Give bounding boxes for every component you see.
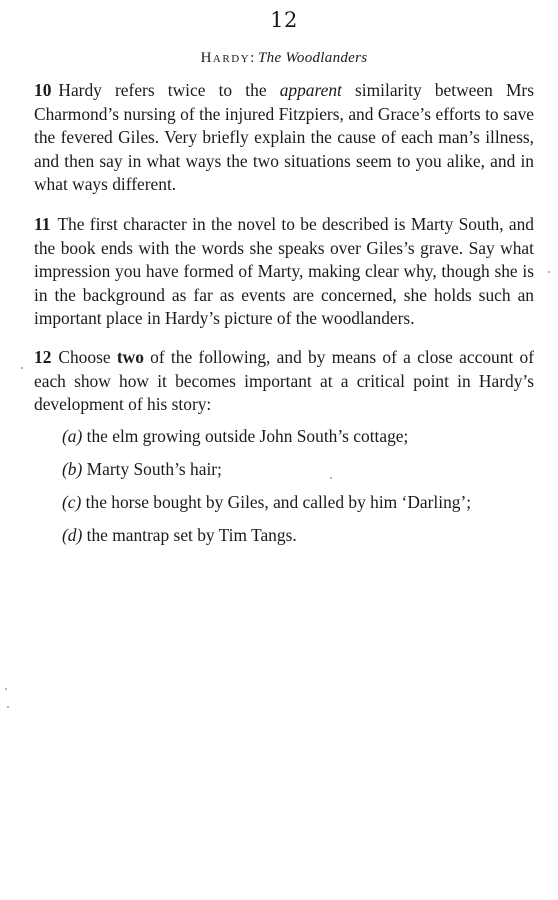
question-10-text-after: similarity between Mrs Charmond’s nursing of the injured Fitzpiers, and Grace’s efforts to save the fevered Giles. Very briefly explain the cause of each man’s illness, and then say in what ways the two situations seem to you alike, and in what ways different.	[34, 80, 534, 195]
question-12-number: 12	[34, 346, 52, 367]
print-speck	[7, 706, 9, 708]
running-head-separator: :	[250, 50, 259, 66]
running-head-author: Hardy	[200, 50, 251, 66]
option-b-text: Marty South’s hair;	[86, 458, 222, 479]
question-10	[34, 79, 534, 197]
option-c	[34, 491, 534, 515]
option-c-label: (c)	[62, 491, 82, 512]
option-d	[34, 524, 534, 548]
question-11-text: The first character in the novel to be described is Marty South, and the book ends with the words she speaks over Giles’s grave. Say what impression you have formed of Marty, making clear why, though she is in the background as far as events are concerned, she holds such an important place in Hardy’s picture of the woodlanders.	[34, 213, 534, 329]
option-d-text: the mantrap set by Tim Tangs.	[86, 525, 297, 545]
question-11-number: 11	[34, 213, 51, 234]
option-a	[34, 425, 534, 449]
option-b	[34, 458, 534, 482]
print-speck	[330, 477, 332, 479]
option-a-text: the elm growing outside John South’s cottage;	[86, 425, 409, 446]
option-c-text: the horse bought by Giles, and called by him ‘Darling’;	[85, 491, 472, 512]
running-head-title: The Woodlanders	[258, 50, 368, 66]
question-10-text-before: Hardy refers twice to the	[58, 80, 280, 100]
question-12-options	[34, 425, 534, 548]
question-10-number: 10	[34, 80, 52, 100]
print-speck	[21, 367, 23, 369]
page-number: 12	[270, 8, 298, 32]
question-10-emphasis: apparent	[279, 80, 342, 100]
option-a-label: (a)	[62, 425, 83, 446]
question-12	[34, 346, 534, 417]
print-speck	[5, 688, 7, 690]
print-speck	[548, 271, 550, 273]
question-11	[34, 213, 534, 331]
running-head	[34, 47, 534, 69]
question-12-text-after: of the following, and by means of a close account of each show how it becomes important at a critical point in Hardy’s development of his story:	[34, 346, 534, 415]
question-12-text-before: Choose	[58, 346, 117, 367]
option-d-label: (d)	[62, 525, 83, 545]
question-12-emphasis: two	[116, 346, 144, 367]
option-b-label: (b)	[62, 458, 83, 479]
